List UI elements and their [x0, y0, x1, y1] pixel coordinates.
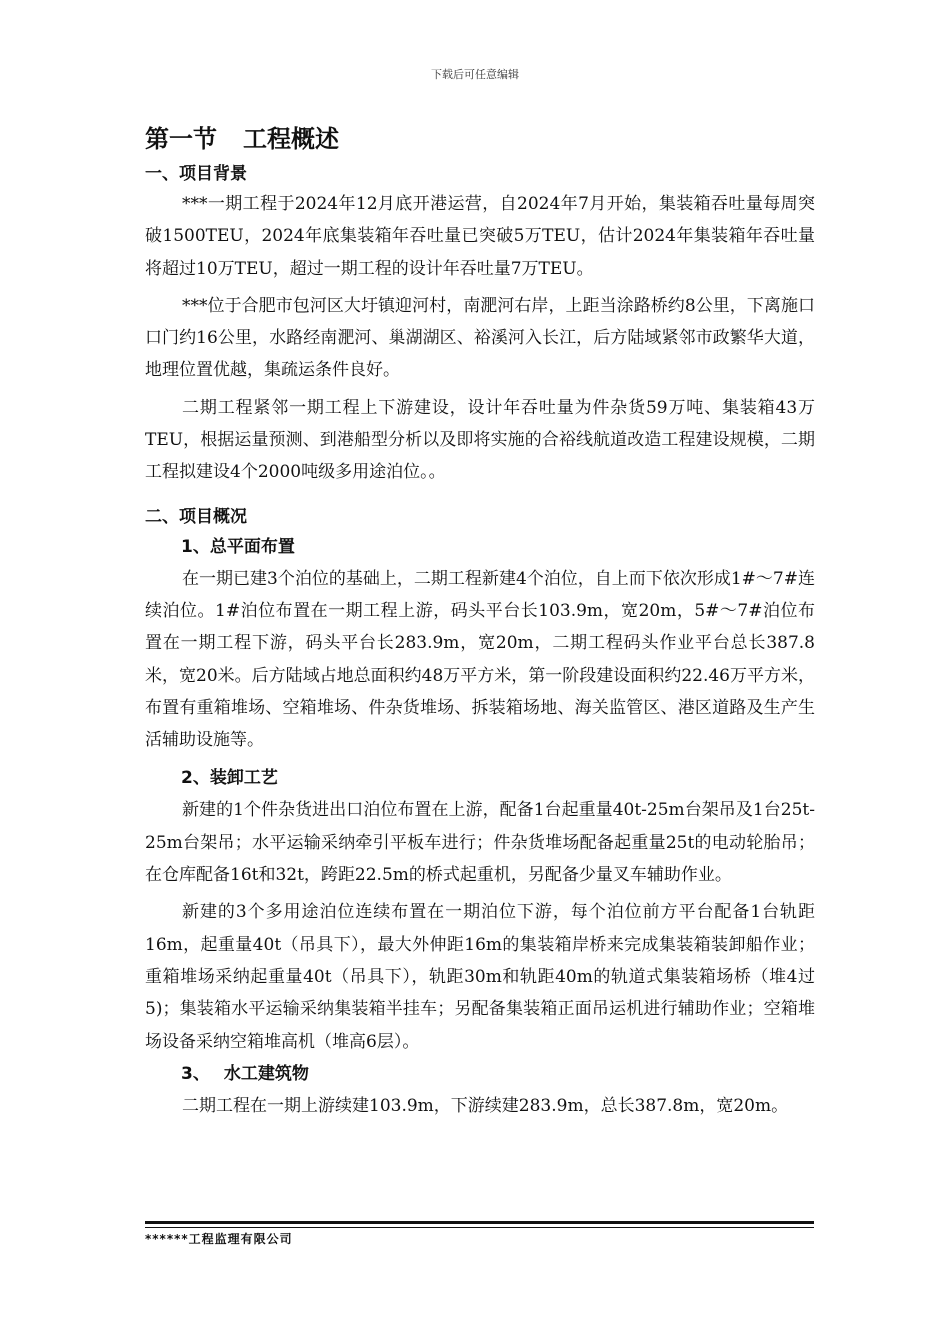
- paragraph: 新建的3个多用途泊位连续布置在一期泊位下游，每个泊位前方平台配备1台轨距16m，起重量40t（吊具下），最大外伸距16m的集装箱岸桥来完成集装箱装卸船作业；重箱堆场采纳起重量40t（吊具下），轨距30m和轨距40m的轨道式集装箱场桥（堆4过5)；集装箱水平运输采纳集装箱半挂车；另配备集装箱正面吊运机进行辅助作业；空箱堆场设备采纳空箱堆高机（堆高6层）。: [145, 902, 815, 1052]
- subheading-number: 1、: [181, 536, 210, 557]
- section-name: 工程概述: [243, 125, 339, 153]
- subheading-handling-process: [145, 762, 815, 794]
- footer-divider: [145, 1221, 814, 1224]
- subheading-title: 装卸工艺: [209, 768, 278, 789]
- subheading-number: 3、: [181, 1063, 210, 1084]
- paragraph: 新建的1个件杂货进出口泊位布置在上游，配备1台起重量40t-25m台架吊及1台25t-25m台架吊；水平运输采纳牵引平板车进行；件杂货堆场配备起重量25t的电动轮胎吊；在仓库配备16t和32t，跨距22.5m的桥式起重机，另配备少量叉车辅助作业。: [145, 800, 815, 886]
- subheading-general-layout: [145, 531, 815, 563]
- subheading-title: 水工建筑物: [223, 1063, 309, 1084]
- paragraph: 二期工程紧邻一期工程上下游建设，设计年吞吐量为件杂货59万吨、集装箱43万TEU，根据运量预测、到港船型分析以及即将实施的合裕线航道改造工程建设规模，二期工程拟建设4个2000吨级多用途泊位。。: [145, 397, 815, 483]
- section-title: [145, 122, 815, 156]
- subheading-number: 2、: [181, 768, 210, 789]
- document-body: [145, 122, 815, 1122]
- paragraph: 在一期已建3个泊位的基础上，二期工程新建4个泊位，自上而下依次形成1#～7#连续泊位。1#泊位布置在一期工程上游，码头平台长103.9m，宽20m，5#～7#泊位布置在一期工程下游，码头平台长283.9m，宽20m，二期工程码头作业平台总长387.8米，宽20米。后方陆域占地总面积约48万平方米，第一阶段建设面积约22.46万平方米，布置有重箱堆场、空箱堆场、件杂货堆场、拆装箱场地、海关监管区、港区道路及生产生活辅助设施等。: [145, 568, 815, 751]
- section-number: 第一节: [145, 125, 217, 153]
- subheading-title: 总平面布置: [209, 536, 295, 557]
- paragraph: ***位于合肥市包河区大圩镇迎河村，南淝河右岸，上距当涂路桥约8公里，下离施口口门约16公里，水路经南淝河、巢湖湖区、裕溪河入长江，后方陆域紧邻市政繁华大道，地理位置优越，集疏运条件良好。: [145, 295, 815, 381]
- footer-divider-thin: [145, 1227, 814, 1228]
- footer-company: ******工程监理有限公司: [145, 1232, 293, 1246]
- page-header-note: 下载后可任意编辑: [431, 68, 519, 81]
- paragraph: 二期工程在一期上游续建103.9m，下游续建283.9m，总长387.8m，宽20m。: [182, 1095, 789, 1116]
- heading-project-background: 一、项目背景: [145, 164, 247, 184]
- paragraph: ***一期工程于2024年12月底开港运营，自2024年7月开始，集装箱吞吐量每周突破1500TEU，2024年底集装箱年吞吐量已突破5万TEU，估计2024年集装箱年吞吐量将超过10万TEU，超过一期工程的设计年吞吐量7万TEU。: [145, 194, 815, 279]
- subheading-hydraulic-structures: [145, 1058, 815, 1090]
- heading-project-overview: 二、项目概况: [145, 506, 247, 527]
